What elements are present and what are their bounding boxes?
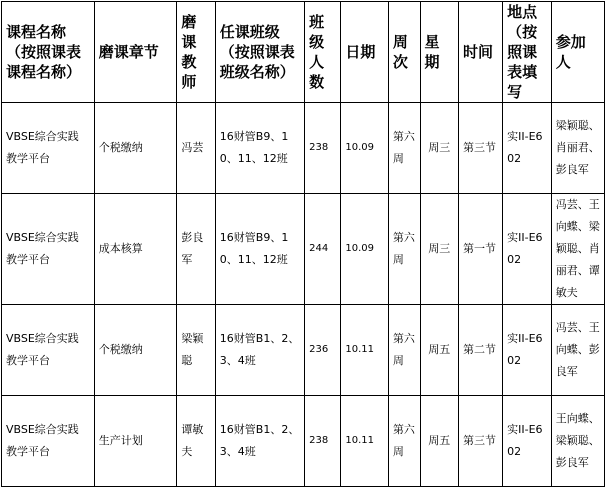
cell-attendees: 王向蝶、梁颖聪、彭良军 <box>551 396 604 487</box>
cell-weekday: 周三 <box>420 103 458 194</box>
header-chapter: 磨课章节 <box>94 2 177 103</box>
cell-date: 10.11 <box>341 396 389 487</box>
cell-date: 10.09 <box>341 194 389 305</box>
cell-teacher: 冯芸 <box>177 103 215 194</box>
cell-class: 16财管B9、10、11、12班 <box>215 194 304 305</box>
cell-week: 第六周 <box>388 194 420 305</box>
cell-count: 238 <box>305 396 341 487</box>
cell-teacher: 彭良军 <box>177 194 215 305</box>
header-weekday: 星期 <box>420 2 458 103</box>
cell-course: VBSE综合实践教学平台 <box>2 194 95 305</box>
cell-teacher: 谭敏夫 <box>177 396 215 487</box>
cell-location: 实II-E602 <box>503 194 552 305</box>
header-count: 班级人数 <box>305 2 341 103</box>
lesson-review-table <box>1 1 605 487</box>
cell-location: 实II-E602 <box>503 305 552 396</box>
header-time: 时间 <box>459 2 503 103</box>
header-location: 地点（按照课表填写 <box>503 2 552 103</box>
cell-chapter: 个税缴纳 <box>94 305 177 396</box>
cell-count: 244 <box>305 194 341 305</box>
cell-attendees: 梁颖聪、肖丽君、彭良军 <box>551 103 604 194</box>
cell-chapter: 成本核算 <box>94 194 177 305</box>
cell-attendees: 冯芸、王向蝶、彭良军 <box>551 305 604 396</box>
table-row <box>2 396 605 487</box>
header-date: 日期 <box>341 2 389 103</box>
cell-week: 第六周 <box>388 305 420 396</box>
cell-class: 16财管B1、2、3、4班 <box>215 396 304 487</box>
cell-date: 10.09 <box>341 103 389 194</box>
cell-class: 16财管B9、10、11、12班 <box>215 103 304 194</box>
header-week: 周次 <box>388 2 420 103</box>
cell-date: 10.11 <box>341 305 389 396</box>
table-row <box>2 194 605 305</box>
cell-week: 第六周 <box>388 103 420 194</box>
cell-location: 实II-E602 <box>503 396 552 487</box>
header-row <box>2 2 605 103</box>
cell-chapter: 生产计划 <box>94 396 177 487</box>
cell-time: 第二节 <box>459 305 503 396</box>
header-teacher: 磨课教师 <box>177 2 215 103</box>
cell-course: VBSE综合实践教学平台 <box>2 305 95 396</box>
cell-chapter: 个税缴纳 <box>94 103 177 194</box>
cell-time: 第三节 <box>459 396 503 487</box>
cell-week: 第六周 <box>388 396 420 487</box>
cell-count: 236 <box>305 305 341 396</box>
cell-location: 实II-E602 <box>503 103 552 194</box>
cell-weekday: 周三 <box>420 194 458 305</box>
header-class: 任课班级（按照课表班级名称） <box>215 2 304 103</box>
header-course: 课程名称（按照课表课程名称） <box>2 2 95 103</box>
cell-teacher: 梁颖聪 <box>177 305 215 396</box>
cell-time: 第三节 <box>459 103 503 194</box>
cell-course: VBSE综合实践教学平台 <box>2 103 95 194</box>
cell-attendees: 冯芸、王向蝶、梁颖聪、肖丽君、谭敏夫 <box>551 194 604 305</box>
table-row <box>2 305 605 396</box>
cell-time: 第一节 <box>459 194 503 305</box>
schedule-sheet <box>1 1 606 469</box>
cell-class: 16财管B1、2、3、4班 <box>215 305 304 396</box>
cell-weekday: 周五 <box>420 305 458 396</box>
table-row <box>2 103 605 194</box>
header-attendees: 参加人 <box>551 2 604 103</box>
cell-course: VBSE综合实践教学平台 <box>2 396 95 487</box>
cell-weekday: 周五 <box>420 396 458 487</box>
cell-count: 238 <box>305 103 341 194</box>
